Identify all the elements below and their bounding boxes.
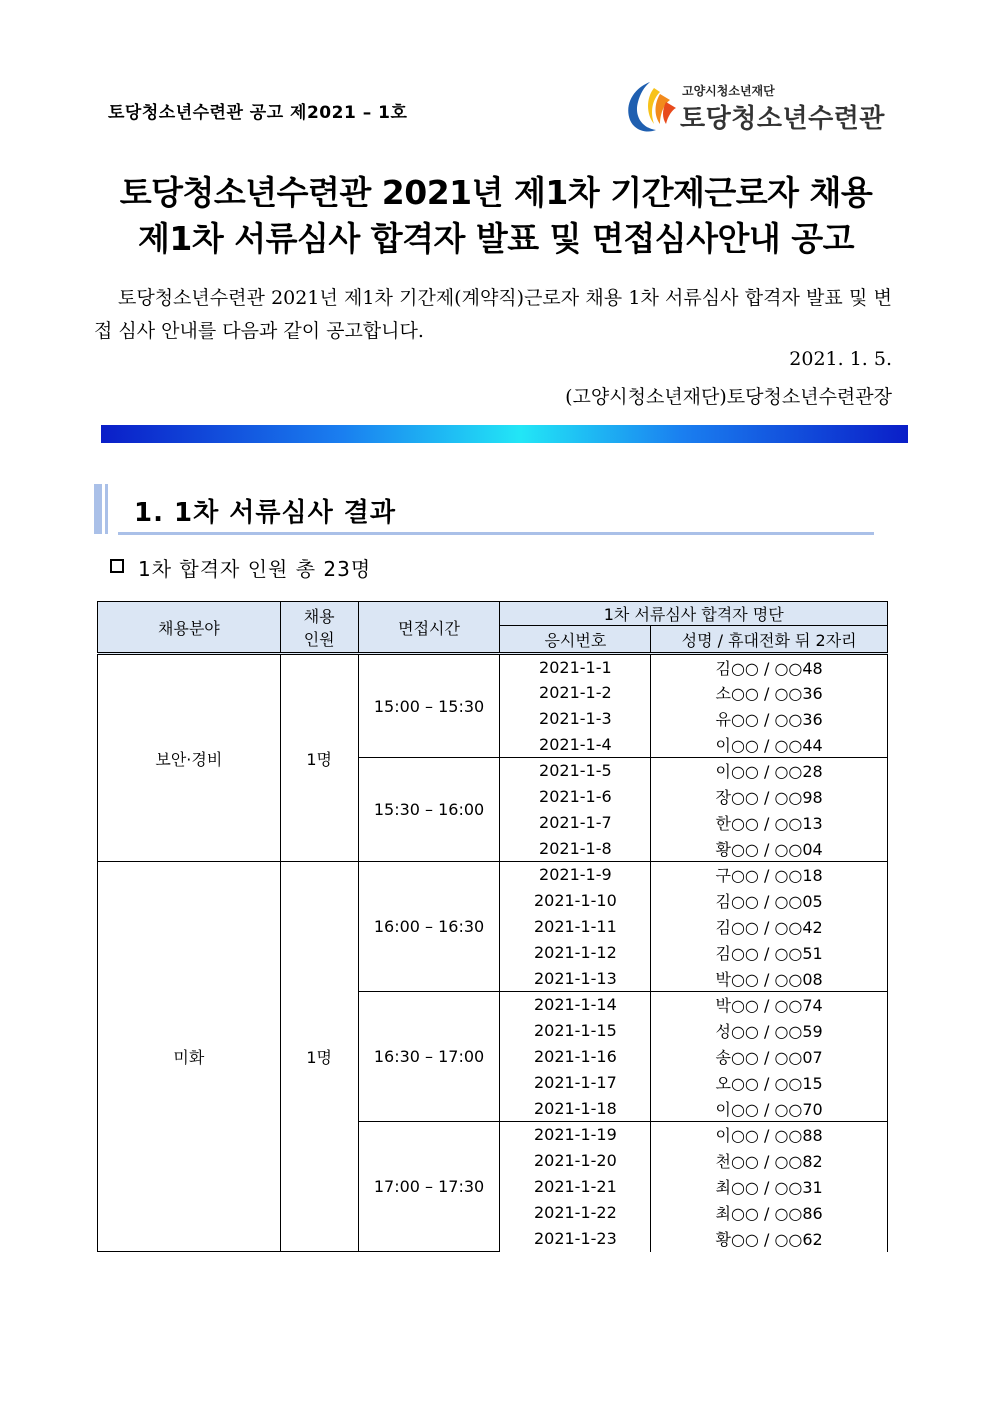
field-cell: 보안·경비 (98, 654, 281, 862)
exam-number-cell: 2021-1-21 (500, 1174, 651, 1200)
name-phone-cell: 천○○ / ○○82 (651, 1148, 888, 1174)
name-phone-cell: 성○○ / ○○59 (651, 1018, 888, 1044)
logo-name: 토당청소년수련관 (680, 104, 885, 134)
name-phone-cell: 박○○ / ○○08 (651, 966, 888, 992)
exam-number-cell: 2021-1-8 (500, 836, 651, 862)
exam-number-cell: 2021-1-4 (500, 732, 651, 758)
exam-number-cell: 2021-1-5 (500, 758, 651, 784)
page-title (0, 170, 992, 262)
name-phone-cell: 송○○ / ○○07 (651, 1044, 888, 1070)
exam-number-cell: 2021-1-11 (500, 914, 651, 940)
exam-number-cell: 2021-1-2 (500, 680, 651, 706)
exam-number-cell: 2021-1-19 (500, 1122, 651, 1148)
exam-number-cell: 2021-1-9 (500, 862, 651, 888)
table-row (98, 654, 888, 680)
exam-number-cell: 2021-1-15 (500, 1018, 651, 1044)
exam-number-cell: 2021-1-14 (500, 992, 651, 1018)
section-underline (118, 532, 874, 535)
name-phone-cell: 최○○ / ○○86 (651, 1200, 888, 1226)
name-phone-cell: 김○○ / ○○48 (651, 654, 888, 680)
exam-number-cell: 2021-1-17 (500, 1070, 651, 1096)
name-phone-cell: 박○○ / ○○74 (651, 992, 888, 1018)
time-slot-cell: 15:30 – 16:00 (358, 758, 500, 862)
name-phone-cell: 이○○ / ○○88 (651, 1122, 888, 1148)
name-phone-cell: 황○○ / ○○04 (651, 836, 888, 862)
gradient-divider (101, 425, 908, 443)
name-phone-cell: 유○○ / ○○36 (651, 706, 888, 732)
exam-number-cell: 2021-1-6 (500, 784, 651, 810)
name-phone-cell: 이○○ / ○○28 (651, 758, 888, 784)
name-phone-cell: 한○○ / ○○13 (651, 810, 888, 836)
exam-number-cell: 2021-1-18 (500, 1096, 651, 1122)
name-phone-cell: 이○○ / ○○70 (651, 1096, 888, 1122)
exam-number-cell: 2021-1-3 (500, 706, 651, 732)
name-phone-cell: 이○○ / ○○44 (651, 732, 888, 758)
field-cell: 미화 (98, 862, 281, 1252)
exam-number-cell: 2021-1-20 (500, 1148, 651, 1174)
exam-number-cell: 2021-1-16 (500, 1044, 651, 1070)
table-row (98, 862, 888, 888)
name-phone-cell: 장○○ / ○○98 (651, 784, 888, 810)
issuer: (고양시청소년재단)토당청소년수련관장 (565, 386, 892, 408)
logo-emblem-icon (620, 78, 678, 136)
exam-number-cell: 2021-1-12 (500, 940, 651, 966)
count-cell: 1명 (280, 654, 358, 862)
checkbox-bullet-icon (110, 559, 124, 573)
name-phone-cell: 소○○ / ○○36 (651, 680, 888, 706)
name-phone-cell: 황○○ / ○○62 (651, 1226, 888, 1252)
time-slot-cell: 17:00 – 17:30 (358, 1122, 500, 1252)
logo-subtitle: 고양시청소년재단 (682, 84, 775, 98)
results-table (97, 601, 888, 1252)
name-phone-cell: 김○○ / ○○51 (651, 940, 888, 966)
header-time: 면접시간 (358, 602, 500, 654)
exam-number-cell: 2021-1-1 (500, 654, 651, 680)
header-exam-no: 응시번호 (500, 626, 651, 654)
name-phone-cell: 구○○ / ○○18 (651, 862, 888, 888)
name-phone-cell: 김○○ / ○○42 (651, 914, 888, 940)
header-count-line1: 채용 (303, 607, 335, 626)
header-field: 채용분야 (98, 602, 281, 654)
summary-text: 1차 합격자 인원 총 23명 (138, 557, 372, 581)
section-title: 1. 1차 서류심사 결과 (134, 498, 397, 528)
name-phone-cell: 최○○ / ○○31 (651, 1174, 888, 1200)
time-slot-cell: 16:30 – 17:00 (358, 992, 500, 1122)
exam-number-cell: 2021-1-23 (500, 1226, 651, 1252)
title-line-1: 토당청소년수련관 2021년 제1차 기간제근로자 채용 (119, 173, 873, 212)
time-slot-cell: 15:00 – 15:30 (358, 654, 500, 758)
time-slot-cell: 16:00 – 16:30 (358, 862, 500, 992)
exam-number-cell: 2021-1-7 (500, 810, 651, 836)
title-line-2: 제1차 서류심사 합격자 발표 및 면접심사안내 공고 (138, 219, 854, 258)
exam-number-cell: 2021-1-10 (500, 888, 651, 914)
notice-date: 2021. 1. 5. (789, 348, 892, 370)
count-cell: 1명 (280, 862, 358, 1252)
intro-paragraph: 토당청소년수련관 2021넌 제1차 기간제(계약직)근로자 채용 1차 서류심사 합격자 발표 및 변접 심사 안내를 다음과 같이 공고합니다. (94, 287, 892, 342)
name-phone-cell: 오○○ / ○○15 (651, 1070, 888, 1096)
section-accent-bar (94, 484, 102, 534)
section-accent-bar-thin (105, 484, 108, 534)
header-count-line2: 인원 (303, 630, 335, 649)
header-list: 1차 서류심사 합격자 명단 (500, 602, 888, 626)
header-name-phone: 성명 / 휴대전화 뒤 2자리 (651, 626, 888, 654)
organization-logo (620, 78, 890, 140)
exam-number-cell: 2021-1-13 (500, 966, 651, 992)
name-phone-cell: 김○○ / ○○05 (651, 888, 888, 914)
table-body (98, 654, 888, 1252)
exam-number-cell: 2021-1-22 (500, 1200, 651, 1226)
notice-number: 토당청소년수련관 공고 제2021 – 1호 (108, 103, 408, 123)
header-count (280, 602, 358, 654)
